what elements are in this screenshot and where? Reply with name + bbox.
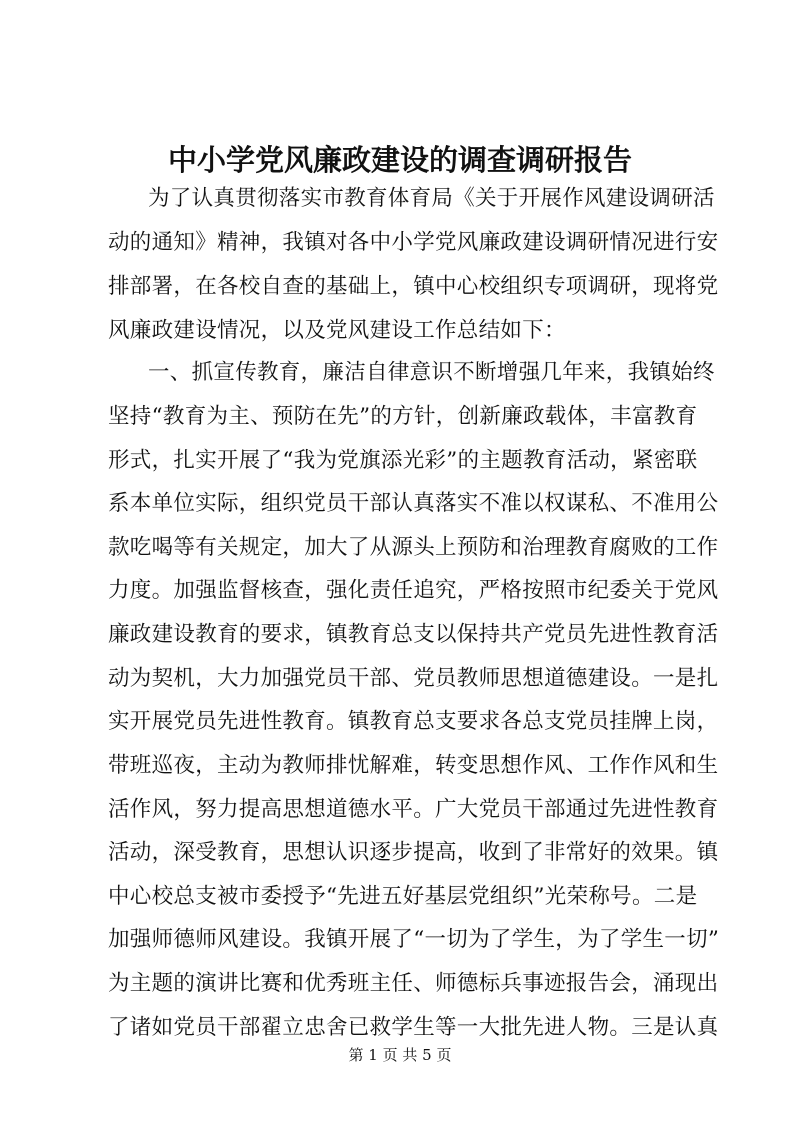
body-line: 廉政建设教育的要求，镇教育总支以保持共产党员先进性教育活: [108, 622, 719, 647]
body-line: 一、抓宣传教育，廉洁自律意识不断增强几年来，我镇始终: [148, 360, 715, 385]
body-line: 实开展党员先进性教育。镇教育总支要求各总支党员挂牌上岗，: [108, 709, 719, 734]
body-line: 动为契机，大力加强党员干部、党员教师思想道德建设。一是扎: [108, 666, 719, 691]
body-line: 活动，深受教育，思想认识逐步提高，收到了非常好的效果。镇: [108, 840, 719, 865]
body-line: 为了认真贯彻落实市教育体育局《关于开展作风建设调研活: [148, 186, 715, 211]
body-line: 排部署，在各校自查的基础上，镇中心校组织专项调研，现将党: [108, 274, 719, 299]
body-line: 了诸如党员干部翟立忠舍已救学生等一大批先进人物。三是认真: [108, 1015, 719, 1040]
body-line: 为主题的演讲比赛和优秀班主任、师德标兵事迹报告会，涌现出: [108, 971, 719, 996]
body-line: 活作风，努力提高思想道德水平。广大党员干部通过先进性教育: [108, 797, 719, 822]
body-line: 形式，扎实开展了“我为党旗添光彩”的主题教育活动，紧密联: [108, 448, 698, 473]
body-line: 款吃喝等有关规定，加大了从源头上预防和治理教育腐败的工作: [108, 535, 719, 560]
body-line: 带班巡夜，主动为教师排忧解难，转变思想作风、工作作风和生: [108, 753, 719, 778]
body-line: 中心校总支被市委授予“先进五好基层党组织”光荣称号。二是: [108, 884, 698, 909]
page-footer: 第 1 页 共 5 页: [348, 1046, 452, 1064]
document-title: 中小学党风廉政建设的调查调研报告: [167, 143, 632, 177]
body-line: 动的通知》精神，我镇对各中小学党风廉政建设调研情况进行安: [108, 230, 719, 255]
body-line: 力度。加强监督核查，强化责任追究，严格按照市纪委关于党风: [108, 578, 719, 603]
body-line: 加强师德师风建设。我镇开展了“一切为了学生，为了学生一切”: [108, 927, 720, 952]
body-line: 风廉政建设情况，以及党风建设工作总结如下：: [108, 318, 566, 343]
body-line: 坚持“教育为主、预防在先”的方针，创新廉政载体，丰富教育: [108, 404, 698, 429]
body-line: 系本单位实际，组织党员干部认真落实不准以权谋私、不准用公: [108, 491, 719, 516]
